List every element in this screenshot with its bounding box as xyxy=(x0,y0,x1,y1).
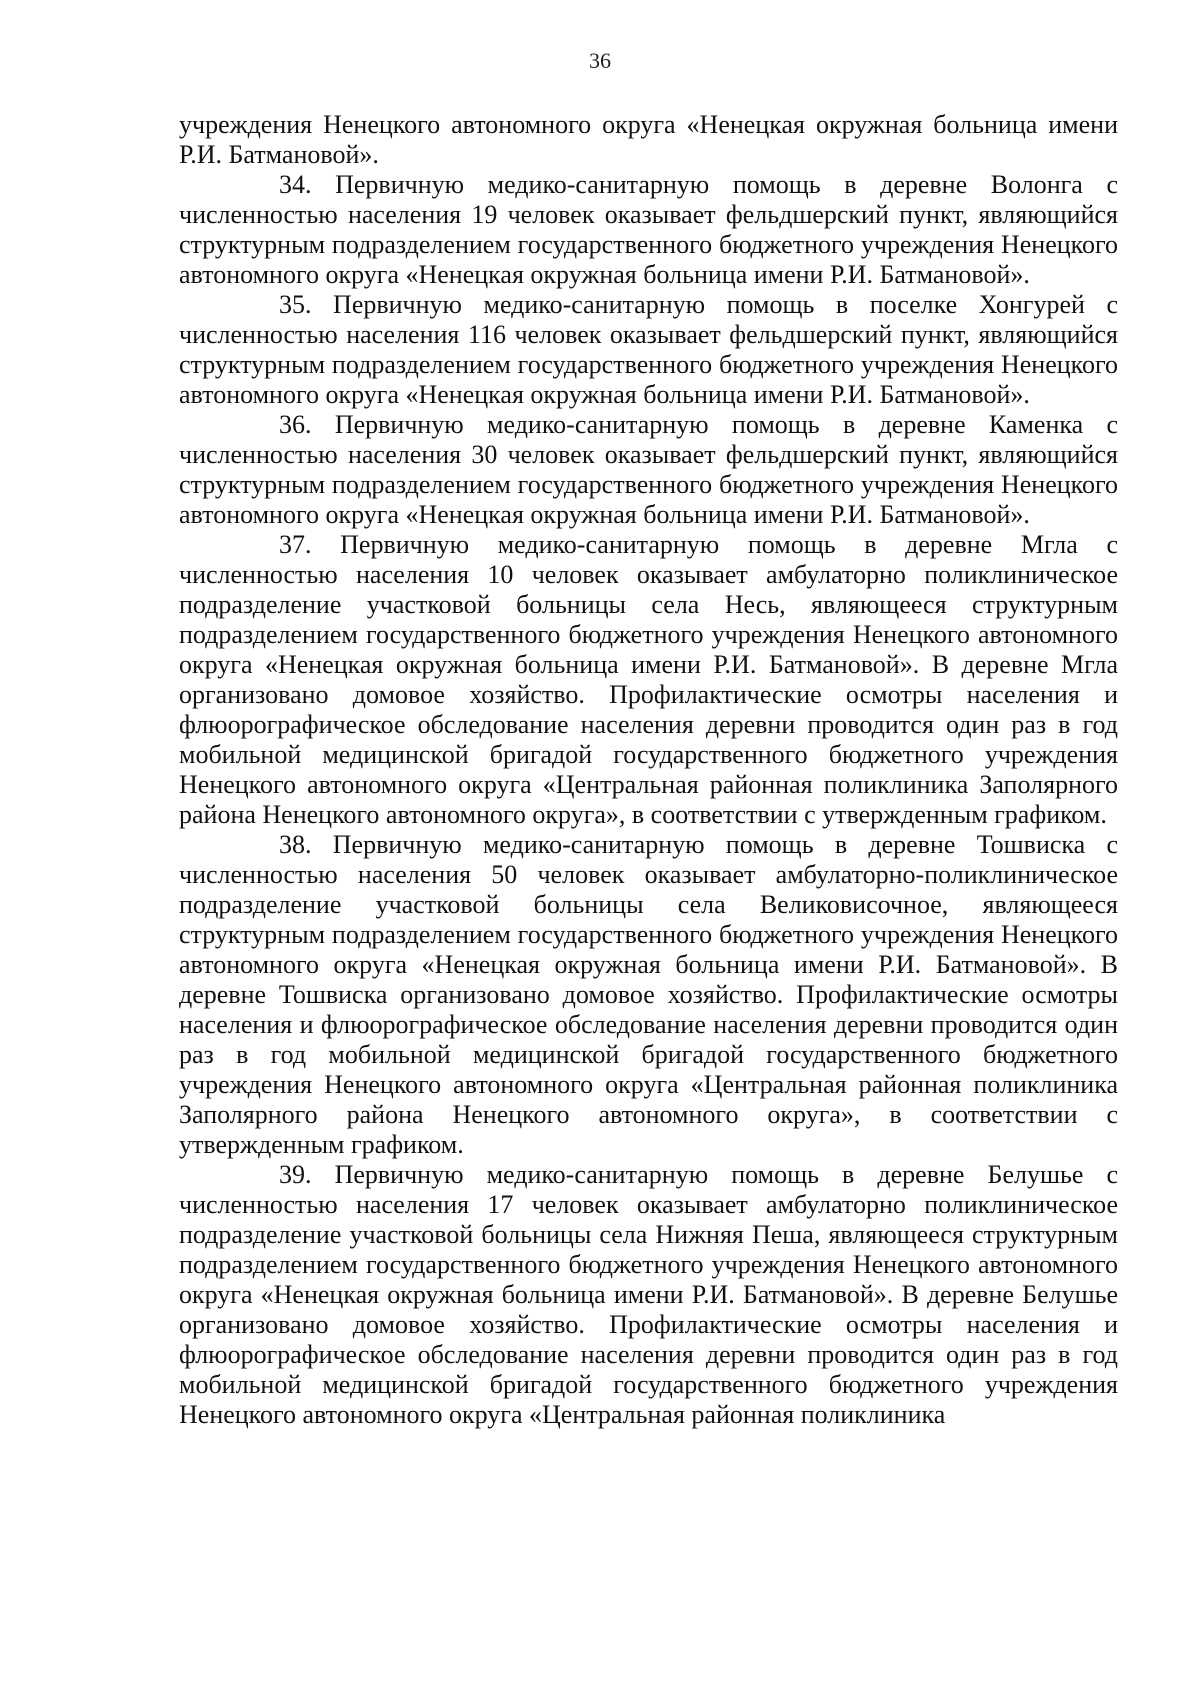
document-body xyxy=(179,110,1118,1430)
paragraph-item-35: 35. Первичную медико-санитарную помощь в поселке Хонгурей с численностью населения 116 человек оказывает фельдшерский пункт, являющийся структурным подразделением государственного бюджетного учреждения Ненецкого автономного округа «Ненецкая окружная больница имени Р.И. Батмановой». xyxy=(179,290,1118,409)
paragraph-item-36: 36. Первичную медико-санитарную помощь в деревне Каменка с численностью населения 30 человек оказывает фельдшерский пункт, являющийся структурным подразделением государственного бюджетного учреждения Ненецкого автономного округа «Ненецкая окружная больница имени Р.И. Батмановой». xyxy=(179,410,1118,529)
paragraph-item-34: 34. Первичную медико-санитарную помощь в деревне Волонга с численностью населения 19 человек оказывает фельдшерский пункт, являющийся структурным подразделением государственного бюджетного учреждения Ненецкого автономного округа «Ненецкая окружная больница имени Р.И. Батмановой». xyxy=(179,170,1118,289)
paragraph-item-39: 39. Первичную медико-санитарную помощь в деревне Белушье с численностью населения 17 человек оказывает амбулаторно поликлиническое подразделение участковой больницы села Нижняя Пеша, являющееся структурным подразделением государственного бюджетного учреждения Ненецкого автономного округа «Ненецкая окружная больница имени Р.И. Батмановой». В деревне Белушье организовано домовое хозяйство. Профилактические осмотры населения и флюорографическое обследование населения деревни проводится один раз в год мобильной медицинской бригадой государственного бюджетного учреждения Ненецкого автономного округа «Центральная районная поликлиника xyxy=(179,1160,1118,1429)
page-number: 36 xyxy=(589,48,611,73)
paragraph-item-38: 38. Первичную медико-санитарную помощь в деревне Тошвиска с численностью населения 50 человек оказывает амбулаторно-поликлиническое подразделение участковой больницы села Великовисочное, являющееся структурным подразделением государственного бюджетного учреждения Ненецкого автономного округа «Ненецкая окружная больница имени Р.И. Батмановой». В деревне Тошвиска организовано домовое хозяйство. Профилактические осмотры населения и флюорографическое обследование населения деревни проводится один раз в год мобильной медицинской бригадой государственного бюджетного учреждения Ненецкого автономного округа «Центральная районная поликлиника Заполярного района Ненецкого автономного округа», в соответствии с утвержденным графиком. xyxy=(179,830,1118,1159)
paragraph-item-37: 37. Первичную медико-санитарную помощь в деревне Мгла с численностью населения 10 человек оказывает амбулаторно поликлиническое подразделение участковой больницы села Несь, являющееся структурным подразделением государственного бюджетного учреждения Ненецкого автономного округа «Ненецкая окружная больница имени Р.И. Батмановой». В деревне Мгла организовано домовое хозяйство. Профилактические осмотры населения и флюорографическое обследование населения деревни проводится один раз в год мобильной медицинской бригадой государственного бюджетного учреждения Ненецкого автономного округа «Центральная районная поликлиника Заполярного района Ненецкого автономного округа», в соответствии с утвержденным графиком. xyxy=(179,530,1118,829)
paragraph-continuation: учреждения Ненецкого автономного округа «Ненецкая окружная больница имени Р.И. Батмановой». xyxy=(179,110,1118,169)
